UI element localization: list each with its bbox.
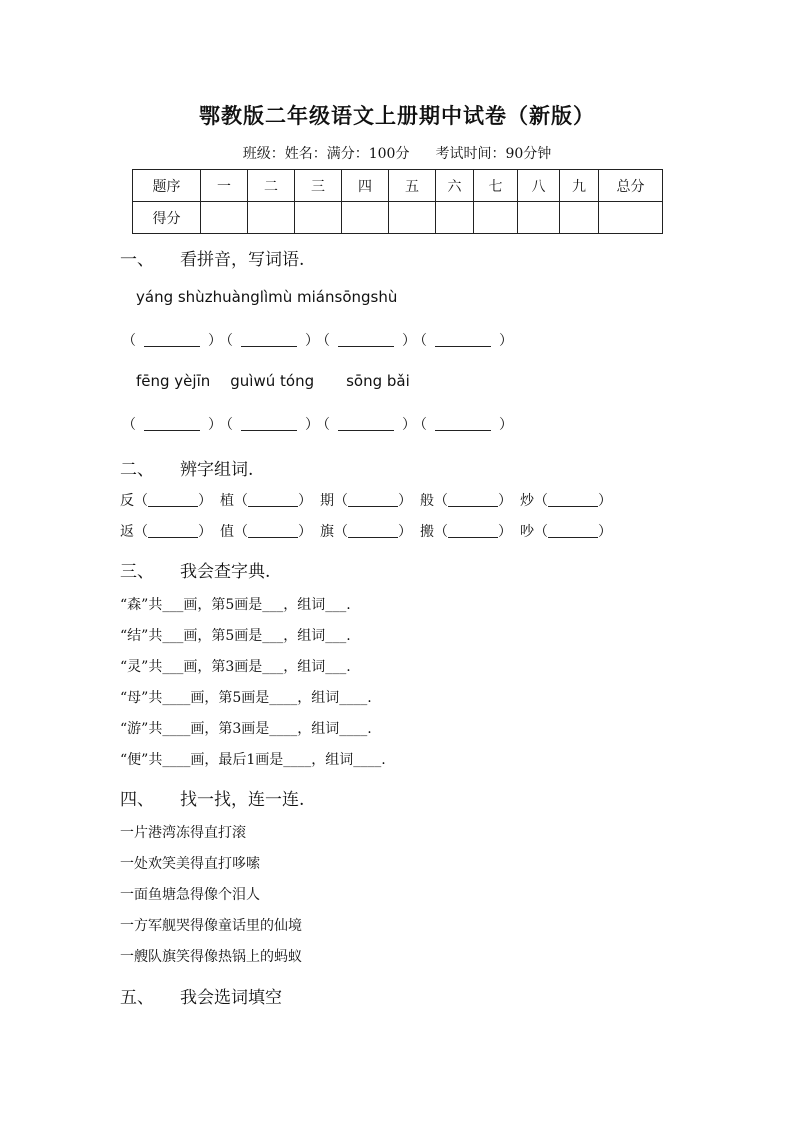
score-header-cell: 五 (389, 170, 436, 202)
score-row-label: 得分 (133, 202, 201, 234)
score-header-cell: 四 (342, 170, 389, 202)
char-group-row-1: 反（ ） 植（ ） 期（ ） 般（ ） 炒（ ） (120, 493, 612, 509)
matching-line: 一艘队旗笑得像热锅上的蚂蚁 (120, 949, 302, 965)
answer-blank (338, 332, 394, 347)
score-header-cell: 七 (474, 170, 518, 202)
score-cell (248, 202, 295, 234)
score-cell (436, 202, 474, 234)
score-cell (201, 202, 248, 234)
dictionary-question: “便”共____画，最后1画是____，组词____. (120, 752, 386, 768)
matching-line: 一片港湾冻得直打滚 (120, 825, 246, 841)
word-blank (448, 492, 498, 507)
section3-heading (120, 557, 270, 582)
score-cell (560, 202, 599, 234)
score-cell (474, 202, 518, 234)
answer-blank (144, 332, 200, 347)
section5-number: 五、 (120, 988, 154, 1008)
matching-line: 一面鱼塘急得像个泪人 (120, 887, 260, 903)
score-table (132, 169, 663, 234)
word-blank (348, 492, 398, 507)
dictionary-question: “灵”共___画，第3画是___，组词___. (120, 659, 351, 675)
score-table-score-row (133, 202, 663, 234)
word-blank (148, 523, 198, 538)
section1-heading (120, 245, 304, 270)
answer-paren-row-1: （ ） （ ） （ ） （ ） (122, 333, 513, 349)
section4-number: 四、 (120, 790, 154, 810)
matching-line: 一方军舰哭得像童话里的仙境 (120, 918, 302, 934)
page-title: 鄂教版二年级语文上册期中试卷（新版） (199, 103, 595, 128)
word-blank (448, 523, 498, 538)
answer-blank (241, 332, 297, 347)
section2-number: 二、 (120, 460, 154, 480)
pinyin-line-2: fēng yèjīn guìwú tóng sōng bǎi (136, 372, 410, 390)
section4-title: 找一找，连一连. (180, 790, 305, 810)
dictionary-question: “结”共___画，第5画是___，组词___. (120, 628, 351, 644)
section3-title: 我会查字典. (180, 562, 271, 582)
score-header-cell: 九 (560, 170, 599, 202)
answer-blank (435, 416, 491, 431)
exam-info-right: 考试时间：90分钟 (435, 146, 552, 162)
word-blank (248, 492, 298, 507)
answer-blank (241, 416, 297, 431)
score-header-cell: 六 (436, 170, 474, 202)
score-cell (599, 202, 663, 234)
section1-number: 一、 (120, 250, 154, 270)
section3-number: 三、 (120, 562, 154, 582)
score-table-header-row (133, 170, 663, 202)
exam-info-left: 班级：姓名：满分：100分 (242, 146, 410, 162)
exam-info (0, 143, 794, 163)
dictionary-question: “游”共____画，第3画是____，组词____. (120, 721, 372, 737)
answer-blank (435, 332, 491, 347)
matching-line: 一处欢笑美得直打哆嗦 (120, 856, 260, 872)
word-blank (248, 523, 298, 538)
word-blank (548, 523, 598, 538)
score-header-cell: 题序 (133, 170, 201, 202)
score-header-cell: 二 (248, 170, 295, 202)
section1-title: 看拼音，写词语. (180, 250, 305, 270)
pinyin-line-1: yáng shùzhuànglìmù miánsōngshù (136, 288, 398, 306)
dictionary-question: “母”共____画，第5画是____，组词____. (120, 690, 372, 706)
section5-title: 我会选词填空 (180, 988, 282, 1008)
answer-blank (144, 416, 200, 431)
score-cell (295, 202, 342, 234)
score-cell (518, 202, 560, 234)
word-blank (148, 492, 198, 507)
section4-heading (120, 785, 304, 810)
section2-title: 辨字组词. (180, 460, 254, 480)
word-blank (348, 523, 398, 538)
score-header-cell: 总分 (599, 170, 663, 202)
word-blank (548, 492, 598, 507)
char-group-row-2: 返（ ） 值（ ） 旗（ ） 搬（ ） 吵（ ） (120, 524, 612, 540)
score-header-cell: 一 (201, 170, 248, 202)
answer-paren-row-2: （ ） （ ） （ ） （ ） (122, 417, 513, 433)
answer-blank (338, 416, 394, 431)
score-cell (389, 202, 436, 234)
section5-heading (120, 983, 282, 1008)
score-header-cell: 三 (295, 170, 342, 202)
dictionary-question: “森”共___画，第5画是___，组词___. (120, 597, 351, 613)
score-header-cell: 八 (518, 170, 560, 202)
score-cell (342, 202, 389, 234)
section2-heading (120, 455, 253, 480)
